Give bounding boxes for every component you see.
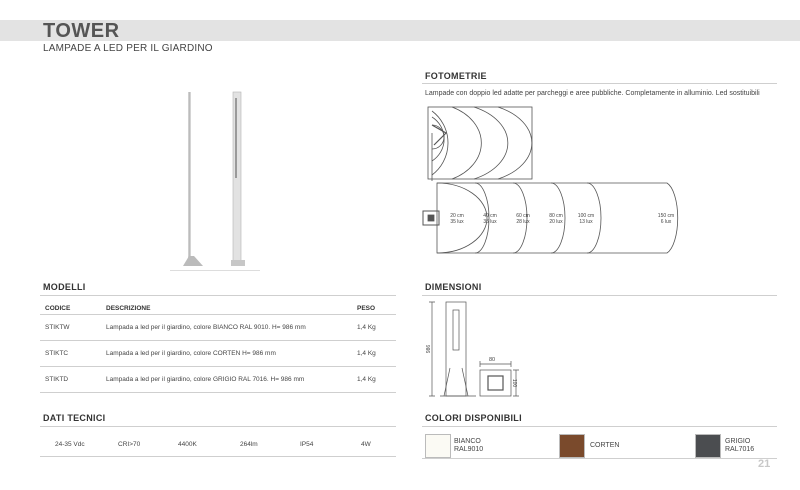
depth-dimension-label: 100: [511, 378, 518, 388]
height-dimension-label: 986: [426, 344, 433, 354]
divider: [40, 456, 396, 457]
spec-ip-rating: IP54: [300, 441, 314, 448]
dati-tecnici-heading: DATI TECNICI: [43, 413, 106, 423]
colori-heading: COLORI DISPONIBILI: [425, 413, 522, 423]
row-2-weight: 1,4 Kg: [357, 350, 376, 357]
spec-cri: CRI>70: [118, 441, 141, 448]
spec-voltage: 24-35 Vdc: [55, 441, 85, 448]
divider: [40, 392, 396, 393]
photometric-label-6: 150 cm 6 lux: [657, 213, 675, 225]
page-number: 21: [758, 458, 771, 470]
color-label-corten: CORTEN: [590, 442, 620, 449]
photometric-label-1: 20 cm 35 lux: [450, 213, 464, 225]
fotometrie-description: Lampade con doppio led adatte per parcheggi e aree pubbliche. Completamente in alluminio. Led sostituibili: [425, 90, 760, 97]
spec-lumen: 264lm: [240, 441, 258, 448]
row-1-code: STIKTW: [45, 324, 70, 331]
row-3-code: STIKTD: [45, 376, 69, 383]
product-image: [170, 88, 260, 272]
pole-right: [231, 92, 245, 266]
divider: [40, 295, 396, 296]
divider: [422, 458, 777, 459]
divider: [422, 295, 777, 296]
row-3-weight: 1,4 Kg: [357, 376, 376, 383]
row-2-code: STIKTC: [45, 350, 69, 357]
photometric-label-2: 40 cm 35 lux: [483, 213, 497, 225]
color-swatch-bianco: [425, 434, 451, 458]
width-dimension-label: 80: [489, 357, 496, 363]
color-label-grigio: GRIGIO RAL7016: [725, 438, 755, 453]
divider: [40, 366, 396, 367]
title-bar: [0, 20, 800, 41]
dimensioni-heading: DIMENSIONI: [425, 282, 482, 292]
divider: [422, 83, 777, 84]
divider: [422, 426, 777, 427]
column-header-description: DESCRIZIONE: [106, 305, 151, 312]
spec-color-temperature: 4400K: [178, 441, 197, 448]
spec-power: 4W: [361, 441, 371, 448]
page-title: TOWER: [43, 20, 120, 42]
row-1-description: Lampada a led per il giardino, colore BIANCO RAL 9010. H= 986 mm: [106, 324, 306, 331]
column-header-code: CODICE: [45, 305, 71, 312]
column-header-weight: PESO: [357, 305, 376, 312]
row-2-description: Lampada a led per il giardino, colore CORTEN H= 986 mm: [106, 350, 276, 357]
color-swatch-corten: [559, 434, 585, 458]
color-swatch-grigio: [695, 434, 721, 458]
page-subtitle: LAMPADE A LED PER IL GIARDINO: [43, 43, 213, 54]
pole-left: [183, 92, 203, 266]
photometric-label-4: 80 cm 20 lux: [549, 213, 563, 225]
divider: [40, 314, 396, 315]
row-1-weight: 1,4 Kg: [357, 324, 376, 331]
light-distribution-side-diagram: [422, 105, 537, 181]
fotometrie-heading: FOTOMETRIE: [425, 71, 487, 81]
divider: [40, 340, 396, 341]
color-label-bianco: BIANCO RAL9010: [454, 438, 484, 453]
row-3-description: Lampada a led per il giardino, colore GRIGIO RAL 7016. H= 986 mm: [106, 376, 305, 383]
photometric-label-3: 60 cm 28 lux: [516, 213, 530, 225]
modelli-heading: MODELLI: [43, 282, 86, 292]
divider: [40, 426, 396, 427]
photometric-label-5: 100 cm 13 lux: [577, 213, 595, 225]
